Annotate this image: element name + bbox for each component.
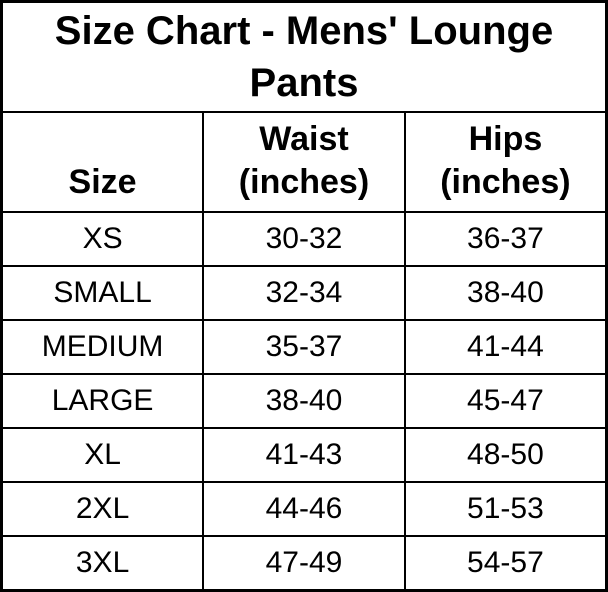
hips-cell: 45-47 <box>405 374 607 428</box>
page-title: Size Chart - Mens' Lounge Pants <box>2 2 607 113</box>
hips-cell: 54-57 <box>405 536 607 591</box>
size-cell: XS <box>2 212 204 266</box>
hips-cell: 38-40 <box>405 266 607 320</box>
size-cell: LARGE <box>2 374 204 428</box>
table-row <box>2 320 607 374</box>
header-row <box>2 112 607 212</box>
table-row <box>2 536 607 591</box>
size-cell: 3XL <box>2 536 204 591</box>
size-cell: 2XL <box>2 482 204 536</box>
hips-cell: 41-44 <box>405 320 607 374</box>
size-cell: MEDIUM <box>2 320 204 374</box>
table-row <box>2 482 607 536</box>
table-row <box>2 428 607 482</box>
column-header-size: Size <box>2 112 204 212</box>
waist-cell: 47-49 <box>203 536 405 591</box>
column-header-hips: Hips (inches) <box>405 112 607 212</box>
waist-cell: 30-32 <box>203 212 405 266</box>
hips-cell: 36-37 <box>405 212 607 266</box>
table-row <box>2 212 607 266</box>
waist-cell: 32-34 <box>203 266 405 320</box>
table-row <box>2 374 607 428</box>
hips-cell: 51-53 <box>405 482 607 536</box>
table-row <box>2 266 607 320</box>
size-cell: SMALL <box>2 266 204 320</box>
title-row <box>2 2 607 113</box>
waist-cell: 41-43 <box>203 428 405 482</box>
waist-cell: 38-40 <box>203 374 405 428</box>
waist-cell: 44-46 <box>203 482 405 536</box>
column-header-waist: Waist (inches) <box>203 112 405 212</box>
size-cell: XL <box>2 428 204 482</box>
hips-cell: 48-50 <box>405 428 607 482</box>
waist-cell: 35-37 <box>203 320 405 374</box>
